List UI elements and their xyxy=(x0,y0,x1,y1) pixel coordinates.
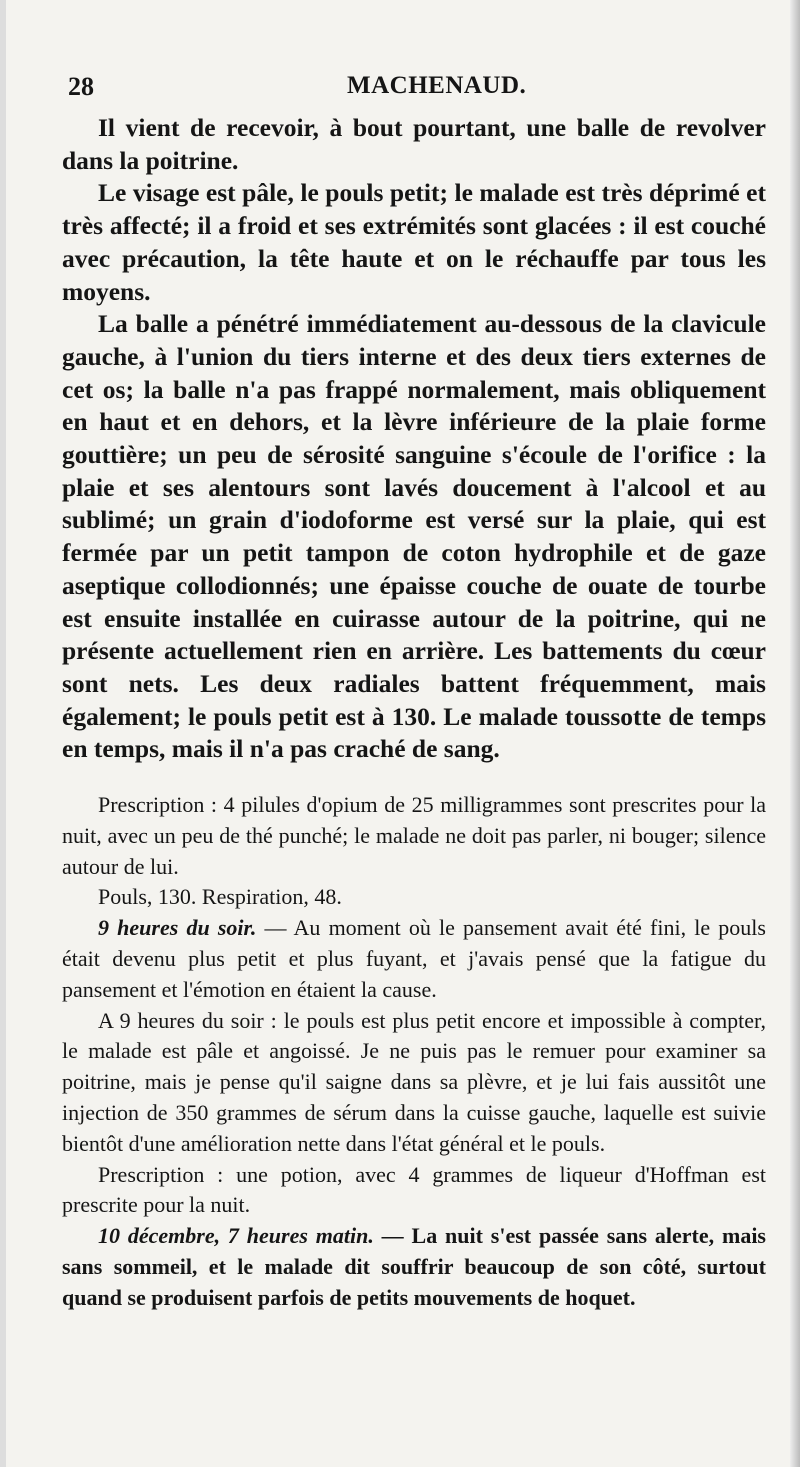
page-header xyxy=(62,68,762,108)
page-edge-right xyxy=(790,0,800,1467)
paragraph: Il vient de recevoir, à bout pourtant, une balle de revolver dans la poitrine. xyxy=(62,113,766,175)
page-number: 28 xyxy=(68,72,94,101)
paragraph-lead: 9 heures du soir. xyxy=(98,915,257,941)
main-text-large xyxy=(62,112,766,766)
paragraph: A 9 heures du soir : le pouls est plus petit encore et impossible à compter, le malade est pâle et angoissé. Je ne puis pas le remuer pour examiner sa poitrine, mais je pense qu'il saigne dans sa plèvre, et je lui fais aussitôt une injection de 350 grammes de sérum dans la cuisse gauche, laquelle est suivie bientôt d'une amélioration nette dans l'état général et le pouls. xyxy=(62,1007,766,1156)
paragraph: Prescription : 4 pilules d'opium de 25 milligrammes sont prescrites pour la nuit, avec un peu de thé punché; le malade ne doit pas parler, ni bouger; silence autour de lui. xyxy=(62,792,766,879)
running-head: MACHENAUD. xyxy=(347,72,527,99)
page-edge-left xyxy=(0,0,6,1467)
paragraph-body: — La nuit s'est passée sans alerte, mais sans sommeil, et le malade dit souffrir beaucoup de son côté, surtout quand se produisent parfois de petits mouvements de hoquet. xyxy=(62,1223,766,1310)
paragraph-body: — Au moment où le pansement avait été fini, le pouls était devenu plus petit et plus fuyant, et j'avais pensé que la fatigue du pansement et l'émotion en étaient la cause. xyxy=(62,915,766,1002)
paragraph xyxy=(62,913,766,1005)
paragraph-lead: 10 décembre, 7 heures matin. xyxy=(98,1223,374,1249)
main-text-small xyxy=(62,790,766,1314)
paragraph: Prescription : une potion, avec 4 grammes de liqueur d'Hoffman est prescrite pour la nuit. xyxy=(62,1161,766,1218)
paragraph: Pouls, 130. Respiration, 48. xyxy=(98,884,342,910)
paragraph xyxy=(62,1221,766,1313)
paragraph: Le visage est pâle, le pouls petit; le malade est très déprimé et très affecté; il a froid et ses extrémités sont glacées : il est couché avec précaution, la tête haute et on le réchauffe par tous les moyens. xyxy=(62,178,766,306)
paragraph: La balle a pénétré immédiatement au-dessous de la clavicule gauche, à l'union du tiers interne et des deux tiers externes de cet os; la balle n'a pas frappé normalement, mais obliquement en haut et en dehors, et la lèvre inférieure de la plaie forme gouttière; un peu de sérosité sanguine s'écoule de l'orifice : la plaie et ses alentours sont lavés doucement à l'alcool et au sublimé; un grain d'iodoforme est versé sur la plaie, qui est fermée par un petit tampon de coton hydrophile et de gaze aseptique collodionnés; une épaisse couche de ouate de tourbe est ensuite installée en cuirasse autour de la poitrine, qui ne présente actuellement rien en arrière. Les battements du cœur sont nets. Les deux radiales battent fréquemment, mais également; le pouls petit est à 130. Le malade toussotte de temps en temps, mais il n'a pas craché de sang. xyxy=(62,309,766,764)
